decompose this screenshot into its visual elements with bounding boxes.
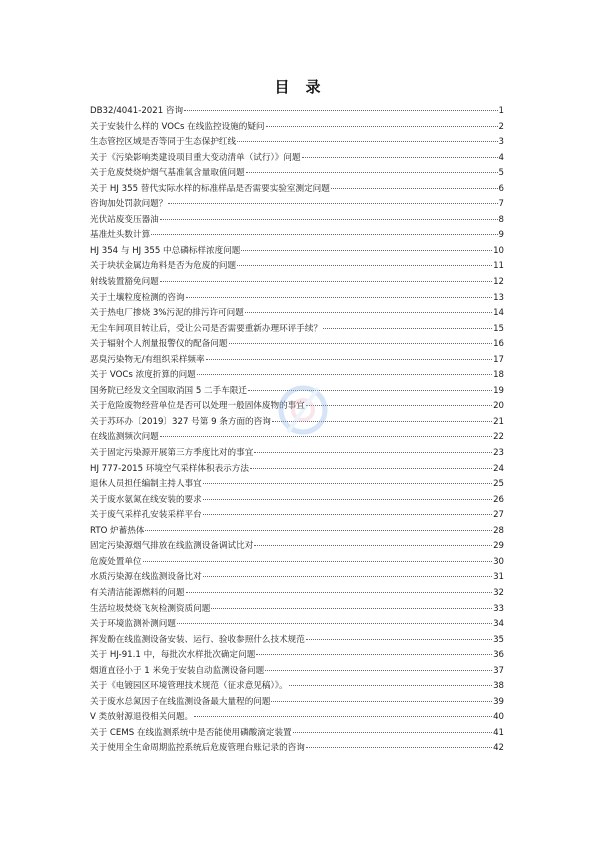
toc-entry-title[interactable]: 咨询加处罚款问题？ — [90, 199, 168, 210]
toc-entry[interactable] — [90, 446, 504, 462]
toc-entry-page-number[interactable]: 17 — [493, 354, 504, 365]
toc-entry-page-number[interactable]: 18 — [493, 370, 504, 381]
toc-dot-leader — [160, 218, 498, 220]
toc-entry-page-number[interactable]: 4 — [498, 152, 504, 163]
toc-dot-leader — [177, 622, 492, 624]
toc-entry[interactable] — [90, 151, 504, 167]
toc-entry-title[interactable]: 关于环境监测补测问题 — [90, 619, 176, 630]
toc-entry-page-number[interactable]: 32 — [493, 587, 504, 598]
toc-dot-leader — [256, 653, 492, 655]
toc-entry-page-number[interactable]: 29 — [493, 541, 504, 552]
toc-dot-leader — [302, 156, 498, 158]
toc-entry-title[interactable]: 烟道直径小于 1 米免于安装自动监测设备问题 — [90, 665, 265, 676]
toc-entry[interactable] — [90, 120, 504, 136]
toc-entry[interactable] — [90, 322, 504, 338]
toc-entry-page-number[interactable]: 5 — [498, 168, 504, 179]
toc-dot-leader — [203, 513, 492, 515]
toc-entry[interactable] — [90, 462, 504, 478]
toc-entry-page-number[interactable]: 20 — [493, 401, 504, 412]
toc-entry[interactable] — [90, 166, 504, 182]
toc-dot-leader — [168, 202, 497, 204]
toc-entry[interactable] — [90, 664, 504, 680]
toc-entry-title[interactable]: DB32/4041-2021 咨询 — [90, 106, 184, 116]
toc-entry-title[interactable]: 关于《电镀园区环境管理技术规范（征求意见稿）》。 — [90, 681, 288, 692]
toc-entry-page-number[interactable]: 35 — [493, 634, 504, 645]
toc-entry-title[interactable]: 关于 HJ 355 替代实际水样的标准样品是否需要实验室测定问题 — [90, 183, 330, 194]
toc-entry-page-number[interactable]: 16 — [493, 339, 504, 350]
toc-entry-page-number[interactable]: 25 — [493, 479, 504, 490]
toc-entry-title[interactable]: HJ 354 与 HJ 355 中总磷标样浓度问题 — [90, 245, 241, 256]
toc-entry-title[interactable]: 挥发酚在线监测设备安装、运行、验收参照什么技术规范 — [90, 634, 305, 645]
toc-dot-leader — [211, 607, 492, 609]
toc-entry-title[interactable]: 固定污染源烟气排放在线监测设备调试比对 — [90, 541, 254, 552]
toc-entry-page-number[interactable]: 31 — [493, 572, 504, 583]
toc-entry-page-number[interactable]: 1 — [498, 106, 504, 116]
toc-dot-leader — [248, 389, 492, 391]
toc-dot-leader — [250, 467, 492, 469]
toc-dot-leader — [197, 373, 492, 375]
toc-entry-title[interactable]: 关于辐射个人剂量报警仪的配备问题 — [90, 339, 228, 350]
toc-entry-page-number[interactable]: 3 — [498, 137, 504, 148]
toc-entry-page-number[interactable]: 37 — [493, 665, 504, 676]
toc-entry-title[interactable]: 射线装置豁免问题 — [90, 277, 159, 288]
toc-entry-page-number[interactable]: 6 — [498, 183, 504, 194]
toc-entry-page-number[interactable]: 21 — [493, 416, 504, 427]
toc-entry-page-number[interactable]: 8 — [498, 214, 504, 225]
toc-entry[interactable] — [90, 306, 504, 322]
toc-entry-title[interactable]: 在线监测频次问题 — [90, 432, 159, 443]
toc-entry-title[interactable]: 关于 HJ-91.1 中，每批次水样批次确定问题 — [90, 650, 256, 661]
toc-entry[interactable] — [90, 291, 504, 307]
toc-entry-page-number[interactable]: 12 — [493, 277, 504, 288]
toc-entry[interactable] — [90, 213, 504, 229]
toc-entry[interactable] — [90, 710, 504, 726]
toc-entry-page-number[interactable]: 36 — [493, 650, 504, 661]
toc-entry[interactable] — [90, 648, 504, 664]
toc-entry[interactable] — [90, 368, 504, 384]
toc-dot-leader — [151, 233, 497, 235]
toc-entry-title[interactable]: 关于苏环办〔2019〕327 号第 9 条方面的咨询 — [90, 416, 271, 427]
toc-dot-leader — [237, 264, 492, 266]
table-of-contents — [90, 104, 504, 757]
toc-entry[interactable] — [90, 555, 504, 571]
toc-entry-title[interactable]: 基准灶头数计算 — [90, 230, 151, 241]
toc-entry-title[interactable]: 关于危险废物经营单位是否可以处理一般固体废物的事宜 — [90, 401, 305, 412]
toc-entry-title[interactable]: 退休人员担任编制主持人事宜 — [90, 479, 202, 490]
toc-dot-leader — [245, 311, 492, 313]
toc-entry[interactable] — [90, 228, 504, 244]
toc-entry-page-number[interactable]: 2 — [498, 121, 504, 132]
toc-entry-page-number[interactable]: 33 — [493, 603, 504, 614]
toc-entry-page-number[interactable]: 42 — [493, 743, 504, 754]
toc-entry[interactable] — [90, 415, 504, 431]
toc-entry[interactable] — [90, 539, 504, 555]
toc-dot-leader — [143, 560, 492, 562]
toc-entry-page-number[interactable]: 14 — [493, 308, 504, 319]
toc-dot-leader — [254, 451, 492, 453]
toc-entry[interactable] — [90, 726, 504, 742]
toc-entry[interactable] — [90, 602, 504, 618]
toc-entry-page-number[interactable]: 11 — [493, 261, 504, 272]
title-char-1: 目 — [274, 78, 290, 96]
toc-entry[interactable] — [90, 524, 504, 540]
toc-entry-title[interactable]: 水质污染源在线监测设备比对 — [90, 572, 202, 583]
toc-entry-page-number[interactable]: 34 — [493, 619, 504, 630]
toc-entry[interactable] — [90, 695, 504, 711]
toc-entry-page-number[interactable]: 13 — [493, 292, 504, 303]
toc-entry[interactable] — [90, 135, 504, 151]
toc-dot-leader — [323, 327, 492, 329]
toc-entry[interactable] — [90, 508, 504, 524]
toc-entry-page-number[interactable]: 40 — [493, 712, 504, 723]
toc-entry-title[interactable]: 关于废水总氮因子在线监测设备最大量程的问题 — [90, 696, 271, 707]
toc-entry-page-number[interactable]: 9 — [498, 230, 504, 241]
toc-entry[interactable] — [90, 493, 504, 509]
toc-entry-title[interactable]: RTO 炉蓄热体 — [90, 525, 145, 536]
toc-entry-title[interactable]: 关于《污染影响类建设项目重大变动清单（试行）》问题 — [90, 152, 301, 163]
toc-entry-page-number[interactable]: 26 — [493, 494, 504, 505]
toc-entry[interactable] — [90, 182, 504, 198]
toc-dot-leader — [145, 529, 492, 531]
toc-entry-page-number[interactable]: 7 — [498, 199, 504, 210]
toc-entry-title[interactable]: 无尘车间项目转让后，受让公司是否需要重新办理环评手续？ — [90, 323, 323, 334]
toc-entry-title[interactable]: 关于废气采样孔安装采样平台 — [90, 510, 202, 521]
toc-entry[interactable] — [90, 430, 504, 446]
toc-dot-leader — [206, 358, 492, 360]
toc-dot-leader — [306, 404, 492, 406]
toc-entry[interactable] — [90, 570, 504, 586]
toc-entry-title[interactable]: V 类放射源退役相关问题。 — [90, 712, 194, 723]
toc-entry-page-number[interactable]: 10 — [493, 245, 504, 256]
toc-dot-leader — [246, 171, 498, 173]
toc-entry-page-number[interactable]: 15 — [493, 323, 504, 334]
toc-entry-title[interactable]: 关于固定污染源开展第三方季度比对的事宜 — [90, 448, 254, 459]
toc-entry[interactable] — [90, 353, 504, 369]
toc-dot-leader — [241, 249, 492, 251]
toc-entry-page-number[interactable]: 27 — [493, 510, 504, 521]
toc-dot-leader — [194, 715, 492, 717]
toc-entry[interactable] — [90, 617, 504, 633]
toc-entry-title[interactable]: 关于安装什么样的 VOCs 在线监控设施的疑问 — [90, 121, 265, 132]
toc-dot-leader — [266, 125, 498, 127]
toc-entry-page-number[interactable]: 22 — [493, 432, 504, 443]
toc-dot-leader — [289, 684, 492, 686]
toc-entry-title[interactable]: 关于热电厂掺烧 3%污泥的排污许可问题 — [90, 308, 244, 319]
toc-entry-title[interactable]: 关于土壤粒度检测的咨询 — [90, 292, 185, 303]
toc-entry-title[interactable]: 关于使用全生命周期监控系统后危废管理台账记录的咨询 — [90, 743, 305, 754]
toc-entry-page-number[interactable]: 19 — [493, 385, 504, 396]
toc-dot-leader — [203, 482, 492, 484]
toc-entry-title[interactable]: 关于废水氨氮在线安装的要求 — [90, 494, 202, 505]
toc-dot-leader — [331, 187, 498, 189]
toc-dot-leader — [160, 435, 492, 437]
toc-entry[interactable] — [90, 384, 504, 400]
toc-entry-title[interactable]: 关于危废焚烧炉烟气基准氧含量取值问题 — [90, 168, 245, 179]
title-char-2: 录 — [305, 78, 321, 96]
toc-dot-leader — [203, 498, 492, 500]
toc-entry-title[interactable]: 恶臭污染物无/有组织采样频率 — [90, 354, 205, 365]
toc-entry-page-number[interactable]: 28 — [493, 525, 504, 536]
toc-dot-leader — [186, 591, 493, 593]
toc-entry-title[interactable]: 关于 CEMS 在线监测系统中是否能使用磷酸滴定装置 — [90, 727, 292, 738]
toc-entry[interactable] — [90, 337, 504, 353]
toc-dot-leader — [229, 342, 493, 344]
toc-entry[interactable] — [90, 197, 504, 213]
toc-entry[interactable] — [90, 259, 504, 275]
toc-entry[interactable] — [90, 275, 504, 291]
toc-dot-leader — [160, 280, 492, 282]
page-title — [0, 76, 595, 97]
toc-dot-leader — [186, 296, 493, 298]
toc-entry[interactable] — [90, 586, 504, 602]
toc-entry[interactable] — [90, 477, 504, 493]
toc-entry-title[interactable]: 关于 VOCs 浓度折算的问题 — [90, 370, 196, 381]
toc-dot-leader — [237, 140, 497, 142]
toc-dot-leader — [272, 420, 492, 422]
toc-entry-title[interactable]: 生活垃圾焚烧飞灰检测资质问题 — [90, 603, 211, 614]
toc-entry-page-number[interactable]: 23 — [493, 448, 504, 459]
toc-entry-title[interactable]: HJ 777-2015 环境空气采样体积表示方法 — [90, 463, 249, 474]
toc-dot-leader — [306, 638, 492, 640]
toc-entry-title[interactable]: 国务院已经发文全国取消国 5 二手车限迁 — [90, 385, 248, 396]
toc-dot-leader — [306, 746, 492, 748]
toc-dot-leader — [203, 575, 492, 577]
toc-entry[interactable] — [90, 679, 504, 695]
toc-entry-title[interactable]: 有关清洁能源燃料的问题 — [90, 587, 185, 598]
toc-dot-leader — [254, 544, 492, 546]
toc-dot-leader — [265, 669, 492, 671]
toc-entry-title[interactable]: 危废处置单位 — [90, 556, 142, 567]
toc-entry[interactable] — [90, 244, 504, 260]
toc-dot-leader — [184, 109, 497, 111]
toc-entry[interactable] — [90, 633, 504, 649]
toc-entry-title[interactable]: 光伏站废变压器油 — [90, 214, 159, 225]
toc-dot-leader — [293, 731, 492, 733]
toc-entry[interactable] — [90, 399, 504, 415]
toc-entry[interactable] — [90, 741, 504, 757]
toc-entry-title[interactable]: 关于块状金属边角料是否为危废的问题 — [90, 261, 237, 272]
toc-entry-page-number[interactable]: 24 — [493, 463, 504, 474]
toc-entry-page-number[interactable]: 38 — [493, 681, 504, 692]
toc-entry-page-number[interactable]: 41 — [493, 727, 504, 738]
toc-entry-page-number[interactable]: 39 — [493, 696, 504, 707]
toc-dot-leader — [271, 700, 492, 702]
toc-entry-page-number[interactable]: 30 — [493, 556, 504, 567]
toc-entry[interactable] — [90, 104, 504, 120]
toc-entry-title[interactable]: 生态管控区域是否等同于生态保护红线 — [90, 137, 237, 148]
